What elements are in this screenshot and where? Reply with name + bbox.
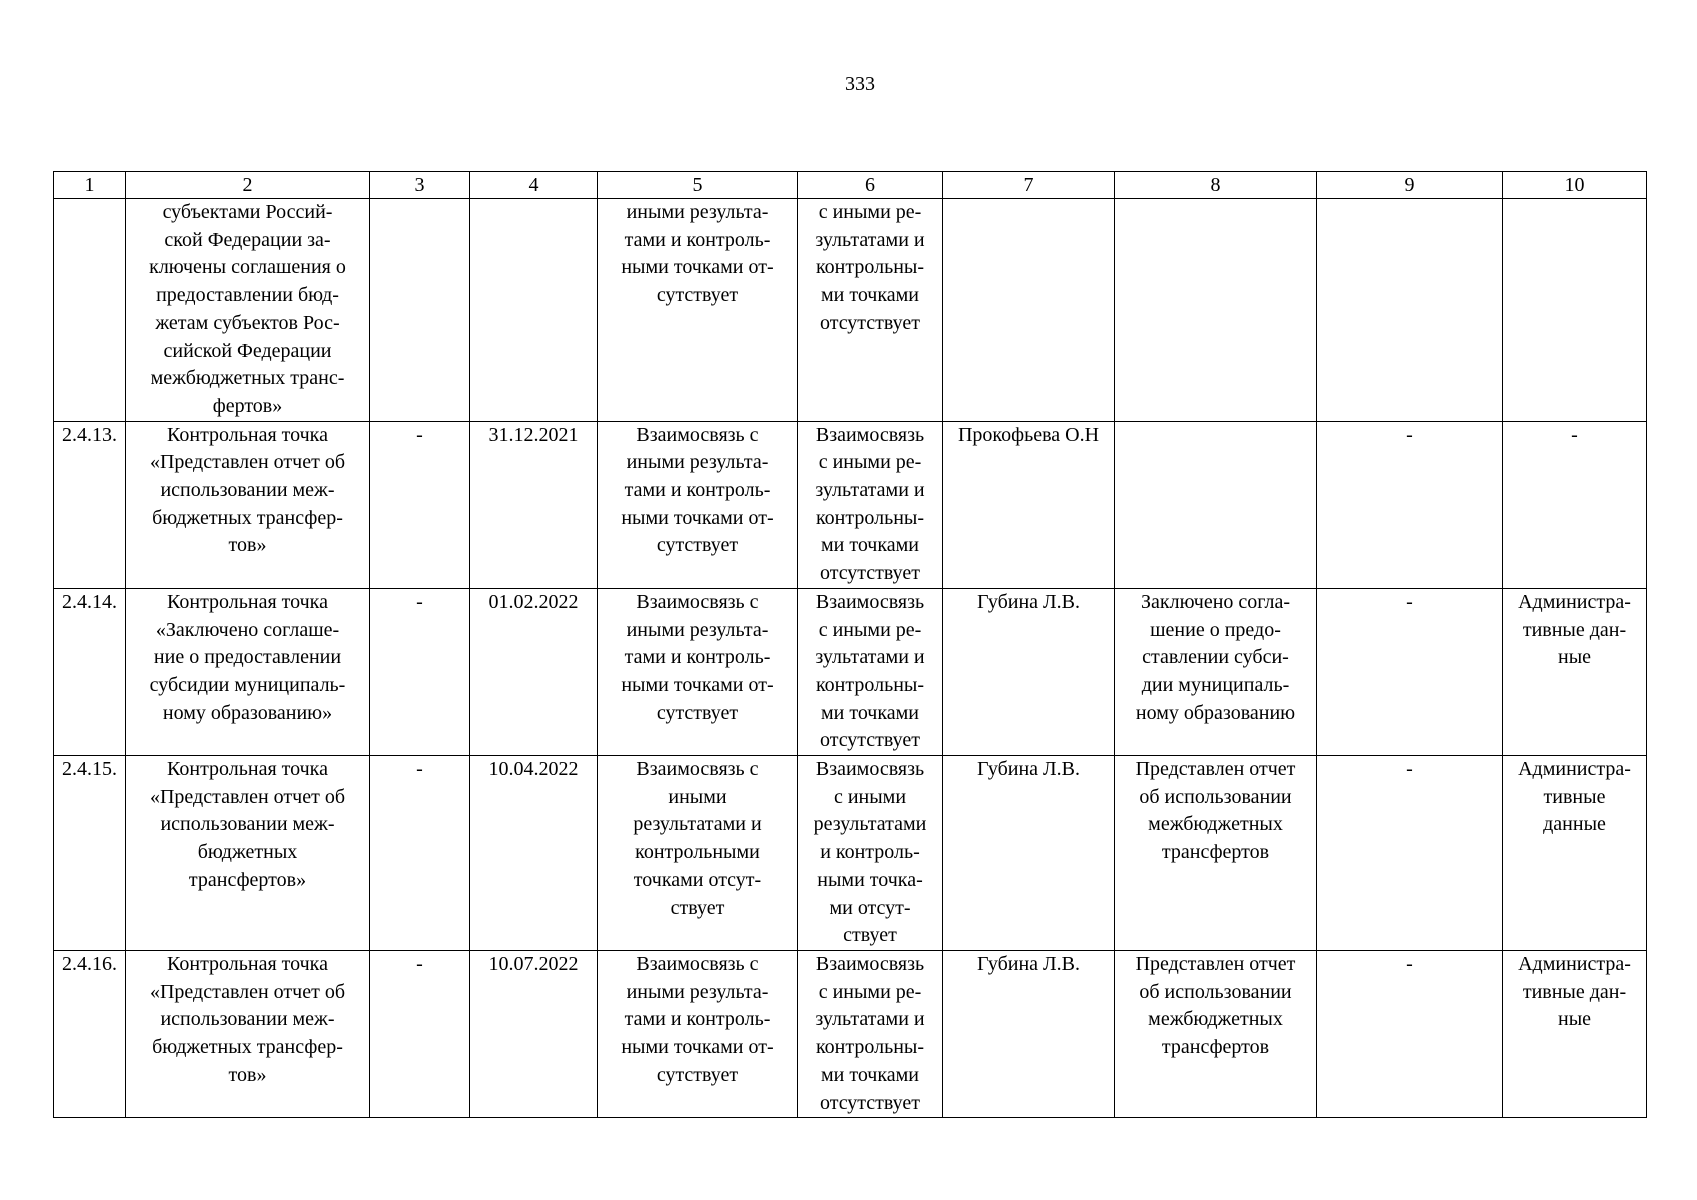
row-number-cell: 2.4.15. <box>54 756 126 951</box>
column-header: 9 <box>1317 172 1503 199</box>
row-number-cell <box>54 199 126 422</box>
column-header: 4 <box>470 172 598 199</box>
date-cell: 01.02.2022 <box>470 588 598 755</box>
relationship-projects-cell: с иными ре- зультатами и контрольны- ми точками отсутствует <box>798 199 943 422</box>
relationship-projects-cell: Взаимосвязь с иными результатами и контроль- ными точка- ми отсут- ствует <box>798 756 943 951</box>
column-9-cell: - <box>1317 588 1503 755</box>
column-3-cell: - <box>370 756 470 951</box>
name-cell: субъектами Россий- ской Федерации за- ключены соглашения о предоставлении бюд- жетам субъектов Рос- сийской Федерации межбюджетных транс- фертов» <box>126 199 370 422</box>
column-3-cell: - <box>370 421 470 588</box>
relationship-results-cell: Взаимосвязь с иными результа- тами и контроль- ными точками от- сутствует <box>598 588 798 755</box>
relationship-results-cell: Взаимосвязь с иными результатами и контрольными точками отсут- ствует <box>598 756 798 951</box>
information-system-cell: Администра- тивные данные <box>1503 756 1647 951</box>
table-row <box>54 756 1647 951</box>
table-header-row <box>54 172 1647 199</box>
date-cell: 10.07.2022 <box>470 950 598 1117</box>
column-3-cell <box>370 199 470 422</box>
name-cell: Контрольная точка «Представлен отчет об использовании меж- бюджетных трансфер- тов» <box>126 421 370 588</box>
result-description-cell: Заключено согла- шение о предо- ставлении субси- дии муниципаль- ному образованию <box>1115 588 1317 755</box>
date-cell: 10.04.2022 <box>470 756 598 951</box>
row-number-cell: 2.4.13. <box>54 421 126 588</box>
page-number: 333 <box>845 73 875 95</box>
relationship-results-cell: Взаимосвязь с иными результа- тами и контроль- ными точками от- сутствует <box>598 950 798 1117</box>
result-description-cell: Представлен отчет об использовании межбюджетных трансфертов <box>1115 950 1317 1117</box>
column-9-cell: - <box>1317 756 1503 951</box>
relationship-results-cell: Взаимосвязь с иными результа- тами и контроль- ными точками от- сутствует <box>598 421 798 588</box>
information-system-cell <box>1503 199 1647 422</box>
responsible-cell: Губина Л.В. <box>943 756 1115 951</box>
name-cell: Контрольная точка «Заключено соглаше- ние о предоставлении субсидии муниципаль- ному образованию» <box>126 588 370 755</box>
column-header: 3 <box>370 172 470 199</box>
responsible-cell: Губина Л.В. <box>943 950 1115 1117</box>
row-number-cell: 2.4.16. <box>54 950 126 1117</box>
column-9-cell <box>1317 199 1503 422</box>
information-system-cell: - <box>1503 421 1647 588</box>
responsible-cell: Прокофьева О.Н <box>943 421 1115 588</box>
table-row <box>54 588 1647 755</box>
name-cell: Контрольная точка «Представлен отчет об использовании меж- бюджетных трансфертов» <box>126 756 370 951</box>
responsible-cell <box>943 199 1115 422</box>
column-header: 5 <box>598 172 798 199</box>
column-header: 8 <box>1115 172 1317 199</box>
column-header: 2 <box>126 172 370 199</box>
column-9-cell: - <box>1317 950 1503 1117</box>
column-header: 1 <box>54 172 126 199</box>
information-system-cell: Администра- тивные дан- ные <box>1503 950 1647 1117</box>
relationship-projects-cell: Взаимосвязь с иными ре- зультатами и контрольны- ми точками отсутствует <box>798 588 943 755</box>
column-3-cell: - <box>370 588 470 755</box>
relationship-results-cell: иными результа- тами и контроль- ными точками от- сутствует <box>598 199 798 422</box>
result-description-cell <box>1115 199 1317 422</box>
result-description-cell <box>1115 421 1317 588</box>
date-cell <box>470 199 598 422</box>
column-3-cell: - <box>370 950 470 1117</box>
relationship-projects-cell: Взаимосвязь с иными ре- зультатами и контрольны- ми точками отсутствует <box>798 950 943 1117</box>
relationship-projects-cell: Взаимосвязь с иными ре- зультатами и контрольны- ми точками отсутствует <box>798 421 943 588</box>
column-header: 10 <box>1503 172 1647 199</box>
date-cell: 31.12.2021 <box>470 421 598 588</box>
table-row <box>54 421 1647 588</box>
table-row <box>54 199 1647 422</box>
result-description-cell: Представлен отчет об использовании межбюджетных трансфертов <box>1115 756 1317 951</box>
name-cell: Контрольная точка «Представлен отчет об использовании меж- бюджетных трансфер- тов» <box>126 950 370 1117</box>
column-header: 6 <box>798 172 943 199</box>
column-9-cell: - <box>1317 421 1503 588</box>
control-points-table <box>53 171 1647 1118</box>
column-header: 7 <box>943 172 1115 199</box>
table-row <box>54 950 1647 1117</box>
row-number-cell: 2.4.14. <box>54 588 126 755</box>
responsible-cell: Губина Л.В. <box>943 588 1115 755</box>
information-system-cell: Администра- тивные дан- ные <box>1503 588 1647 755</box>
